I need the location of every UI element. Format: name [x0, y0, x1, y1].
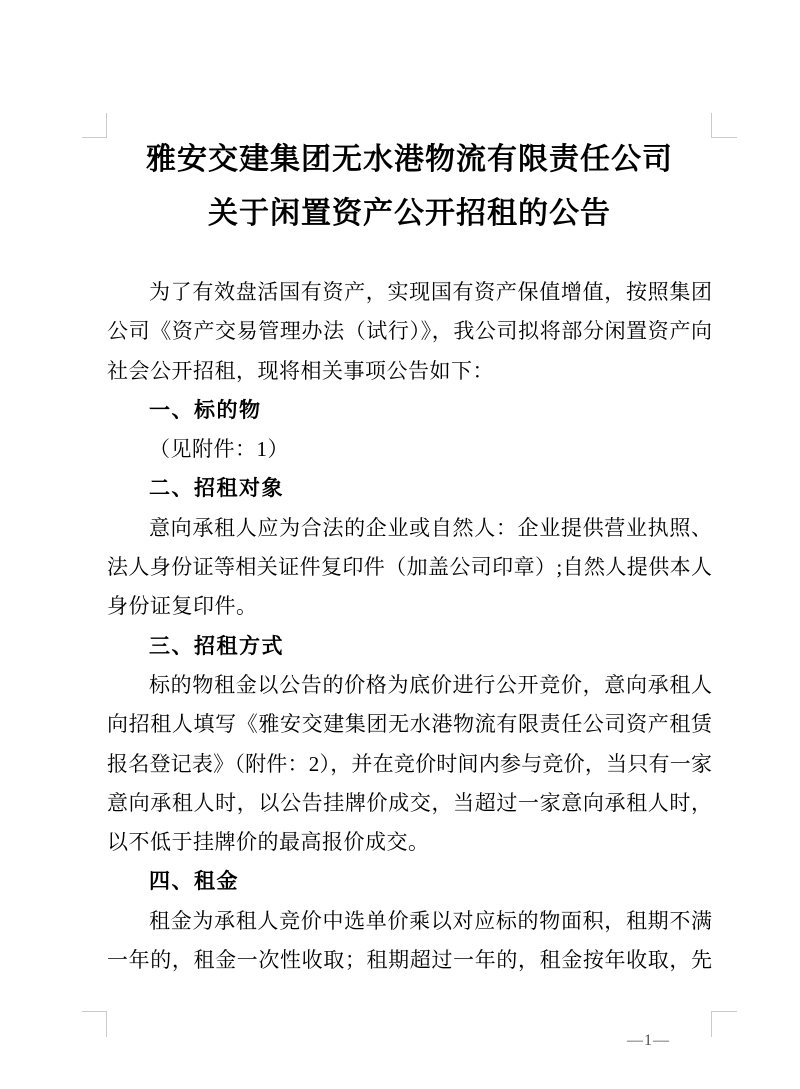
text-line: 一年的，租金一次性收取；租期超过一年的，租金按年收取，先	[107, 948, 712, 973]
crop-mark-bottom-left	[82, 1011, 107, 1037]
crop-mark-bottom-right	[711, 1011, 737, 1037]
document-title-line-1: 雅安交建集团无水港物流有限责任公司	[146, 143, 673, 176]
section-heading-line: 一、标的物	[149, 398, 262, 422]
document-title-line-2: 关于闲置资产公开招租的公告	[208, 197, 611, 230]
document-title	[107, 133, 712, 241]
text-line: 社会公开招租，现将相关事项公告如下：	[107, 358, 494, 383]
section-heading-line: 三、招租方式	[149, 634, 284, 658]
text-line: 标的物租金以公告的价格为底价进行公开竞价，意向承租人	[149, 672, 712, 697]
section-heading-line: 二、招租对象	[149, 477, 284, 501]
text-line: 租金为承租人竞价中选单价乘以对应标的物面积，租期不满	[149, 908, 712, 933]
text-line: 公司《资产交易管理办法（试行）》，我公司拟将部分闲置资产向	[107, 319, 712, 344]
text-line: 身份证复印件。	[107, 594, 258, 619]
crop-mark-top-right	[711, 113, 737, 138]
section-heading-line: 四、租金	[149, 870, 239, 894]
text-line: 法人身份证等相关证件复印件（加盖公司印章）;自然人提供本人	[107, 555, 712, 580]
text-line: 为了有效盘活国有资产，实现国有资产保值增值，按照集团	[149, 280, 712, 304]
page-number: —1—	[627, 1032, 670, 1049]
text-line: 意向承租人应为合法的企业或自然人：企业提供营业执照、	[149, 515, 712, 540]
text-line: 报名登记表》（附件：2），并在竞价时间内参与竞价，当只有一家	[107, 751, 712, 776]
text-line: （见附件：1）	[149, 437, 289, 462]
document-lines	[107, 273, 712, 980]
crop-mark-top-left	[82, 113, 107, 138]
text-line: 以不低于挂牌价的最高报价成交。	[107, 830, 430, 855]
text-line: 向招租人填写《雅安交建集团无水港物流有限责任公司资产租赁	[107, 712, 712, 737]
text-line: 意向承租人时，以公告挂牌价成交，当超过一家意向承租人时，	[107, 790, 712, 815]
